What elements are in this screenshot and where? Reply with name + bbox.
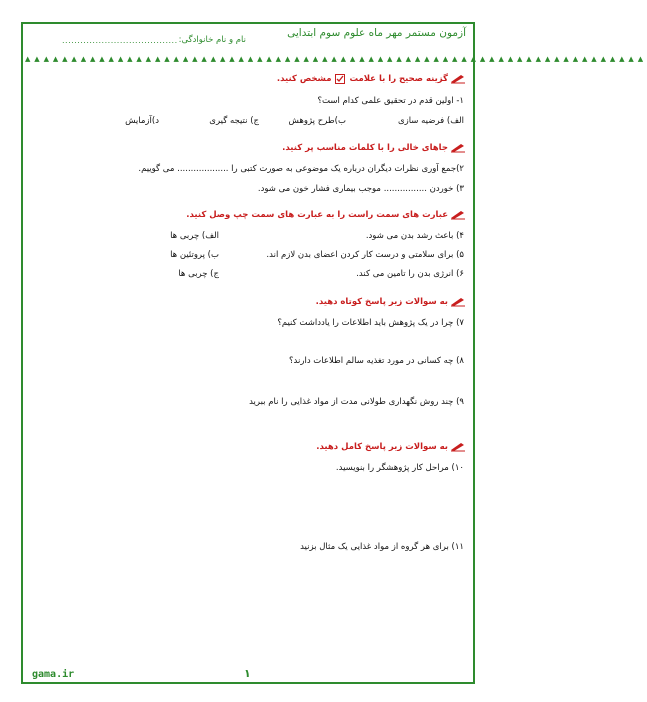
name-blank[interactable]: ...................................... bbox=[62, 36, 178, 45]
exam-title: آزمون مستمر مهر ماه علوم سوم ابتدایی bbox=[287, 27, 466, 39]
question-7: ۷) چرا در یک پژوهش باید اطلاعات را یادداشت کنیم؟ bbox=[277, 318, 464, 328]
section-2-heading bbox=[282, 142, 466, 153]
pen-icon bbox=[450, 296, 466, 307]
site-watermark: gama.ir bbox=[32, 669, 75, 680]
page-number: ۱ bbox=[244, 667, 251, 680]
section-1-heading bbox=[277, 73, 466, 84]
q1-option-d[interactable]: د)آزمایش bbox=[125, 116, 159, 126]
section-1-title-a: گزینه صحیح را با علامت bbox=[349, 73, 448, 84]
pen-icon bbox=[450, 209, 466, 220]
match-item-5: ۵) برای سلامتی و درست کار کردن اعضای بدن لازم اند. bbox=[266, 250, 464, 260]
checkbox-icon bbox=[335, 74, 345, 84]
section-3-title: عبارت های سمت راست را به عبارت های سمت چپ وصل کنید. bbox=[186, 209, 448, 220]
section-1-title-b: مشخص کنید. bbox=[276, 73, 332, 84]
name-label: نام و نام خانوادگی: bbox=[178, 35, 246, 45]
q1-option-a[interactable]: الف) فرضیه سازی bbox=[397, 116, 464, 126]
pen-icon bbox=[450, 142, 466, 153]
question-8: ۸) چه کسانی در مورد تغذیه سالم اطلاعات دارند؟ bbox=[289, 356, 464, 366]
pen-icon bbox=[450, 441, 466, 452]
question-9: ۹) چند روش نگهداری طولانی مدت از مواد غذایی را نام ببرید bbox=[249, 397, 464, 407]
section-4-title: به سوالات زیر پاسخ کوتاه دهید. bbox=[315, 296, 448, 307]
match-option-c: ج) چربی ها bbox=[178, 269, 219, 279]
section-4-heading bbox=[316, 296, 466, 307]
match-option-a: الف) چربی ها bbox=[170, 231, 219, 241]
section-2-title: جاهای خالی را با کلمات مناسب پر کنید. bbox=[282, 142, 448, 153]
question-2: ۲)جمع آوری نظرات دیگران درباره یک موضوعی به صورت کتبی را ................... می گوییم. bbox=[138, 164, 464, 174]
question-3: ۳) خوردن ................ موجب بیماری فشار خون می شود. bbox=[257, 184, 464, 194]
question-10: ۱۰) مراحل کار پژوهشگر را بنویسید. bbox=[335, 463, 464, 473]
q1-option-b[interactable]: ب)طرح پژوهش bbox=[288, 116, 346, 126]
match-item-6: ۶) انرژی بدن را تامین می کند. bbox=[356, 269, 464, 279]
triangle-divider: ▲▲▲▲▲▲▲▲▲▲▲▲▲▲▲▲▲▲▲▲▲▲▲▲▲▲▲▲▲▲▲▲▲▲▲▲▲▲▲▲▲▲▲▲▲▲▲▲▲▲▲▲▲▲▲▲▲▲▲▲▲▲▲▲▲▲▲ bbox=[25, 55, 647, 63]
section-3-heading bbox=[186, 209, 466, 220]
question-11: ۱۱) برای هر گروه از مواد غذایی یک مثال بزنید bbox=[300, 542, 464, 552]
section-5-title: به سوالات زیر پاسخ کامل دهید. bbox=[316, 441, 448, 452]
q1-option-c[interactable]: ج) نتیجه گیری bbox=[209, 116, 259, 126]
match-item-4: ۴) باعث رشد بدن می شود. bbox=[365, 231, 464, 241]
match-option-b: ب) پروتئین ها bbox=[170, 250, 219, 260]
pen-icon bbox=[450, 73, 466, 84]
question-1: ۱- اولین قدم در تحقیق علمی کدام است؟ bbox=[317, 96, 464, 106]
section-5-heading bbox=[316, 441, 466, 452]
